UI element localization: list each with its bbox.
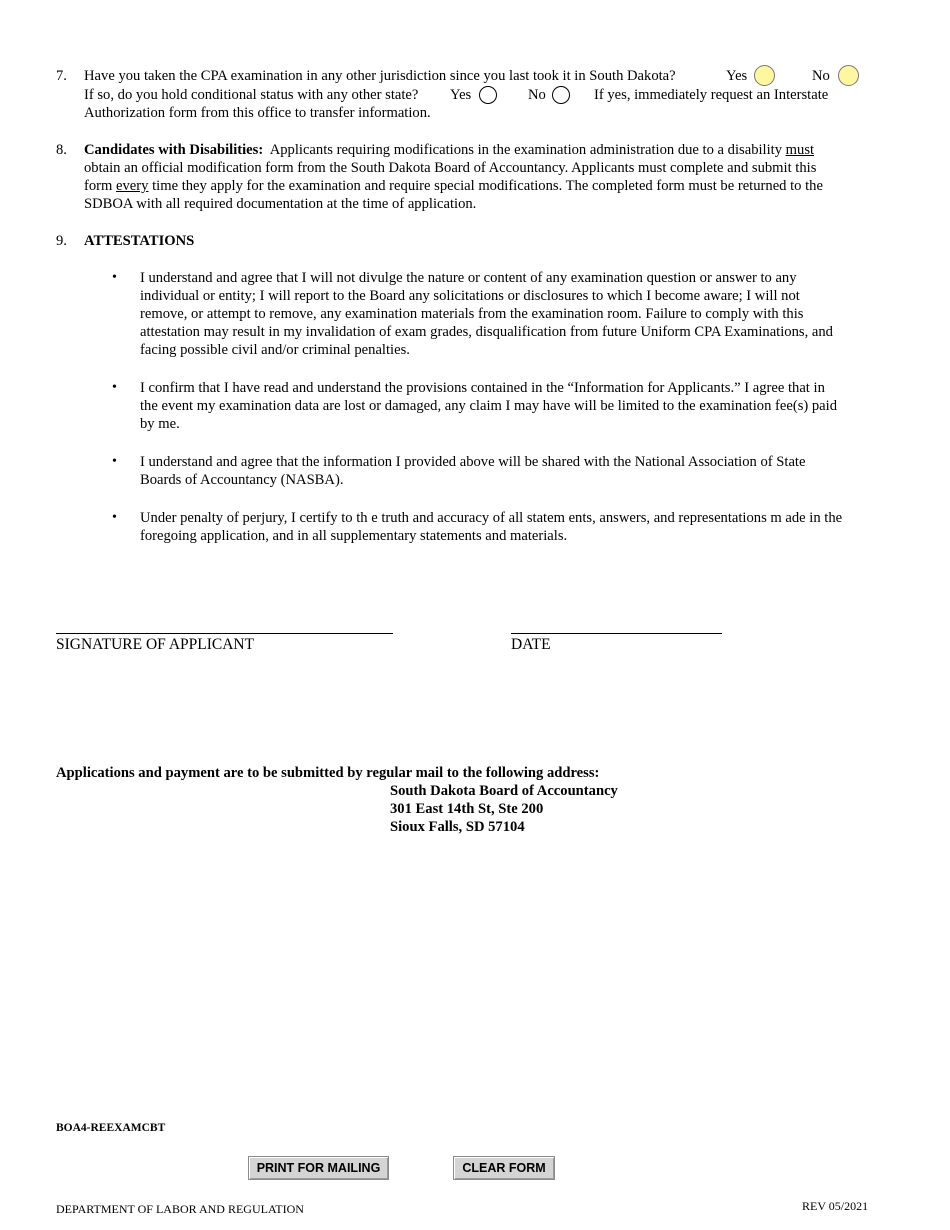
attestation-3-line: I understand and agree that the information I provided above will be shared with the National Association of State	[140, 454, 806, 470]
q7-number: 7.	[56, 68, 67, 84]
bullet-icon: •	[112, 270, 117, 285]
address-line-3: Sioux Falls, SD 57104	[390, 819, 525, 835]
q7-followup-no-radio[interactable]	[552, 86, 570, 104]
q8-line1-underlined: must	[785, 142, 815, 158]
attestation-1-line: facing possible civil and/or criminal penalties.	[140, 342, 410, 358]
bullet-icon: •	[112, 380, 117, 395]
attestation-3	[140, 453, 805, 489]
signature-label: SIGNATURE OF APPLICANT	[56, 636, 255, 653]
revision-label: REV 05/2021	[802, 1199, 869, 1213]
q7-instruction-line2: Authorization form from this office to transfer information.	[84, 105, 431, 121]
attestation-1-line: attestation may result in my invalidation of exam grades, disqualification from future Uniform CPA Examinations, and	[140, 324, 833, 340]
q8-number: 8.	[56, 142, 67, 158]
attestation-4	[140, 509, 842, 545]
q8-line1-text: Applicants requiring modifications in the examination administration due to a disability	[269, 142, 783, 158]
clear-form-button[interactable]: CLEAR FORM	[453, 1156, 555, 1180]
date-line[interactable]	[511, 633, 722, 634]
q7-instruction-line1: If yes, immediately request an Interstate	[594, 87, 829, 103]
q7-question-line	[84, 67, 676, 85]
attestation-1-line: individual or entity; I will report to the Board any solicitations or disclosures to which I become aware; I will not	[140, 288, 800, 304]
bullet-icon: •	[112, 510, 117, 525]
q7-followup-yes-label: Yes	[450, 87, 472, 103]
q7-followup-yes-radio[interactable]	[479, 86, 497, 104]
q7-no-label: No	[812, 68, 830, 84]
address-line-1: South Dakota Board of Accountancy	[390, 783, 618, 799]
q8-line3-prefix: form	[84, 178, 113, 194]
q7-question: Have you taken the CPA examination in any other jurisdiction since you last took it in South Dakota?	[84, 68, 676, 84]
attestation-4-line: Under penalty of perjury, I certify to th e truth and accuracy of all statem ents, answers, and representations m ade in the	[140, 510, 843, 526]
q7-followup: If so, do you hold conditional status with any other state?	[84, 87, 419, 103]
q8-line3	[84, 177, 823, 195]
attestation-1-line: I understand and agree that I will not divulge the nature or content of any examination question or answer to any	[140, 270, 797, 286]
q9-number: 9.	[56, 233, 67, 249]
attestation-4-line: foregoing application, and in all supplementary statements and materials.	[140, 528, 568, 544]
q8-line3-rest: time they apply for the examination and require special modifications. The completed form must be returned to the	[152, 178, 823, 194]
q7-no-radio[interactable]	[838, 65, 859, 86]
print-for-mailing-button[interactable]: PRINT FOR MAILING	[248, 1156, 389, 1180]
q7-yes-radio[interactable]	[754, 65, 775, 86]
department-label: DEPARTMENT OF LABOR AND REGULATION	[56, 1202, 304, 1216]
attestation-3-line: Boards of Accountancy (NASBA).	[140, 472, 344, 488]
bullet-icon: •	[112, 454, 117, 469]
q8-line3-underlined: every	[116, 178, 149, 194]
attestation-2-line: the event my examination data are lost or damaged, any claim I may have will be limited to the examination fee(s) paid	[140, 398, 838, 414]
mailing-instruction: Applications and payment are to be submitted by regular mail to the following address:	[56, 765, 600, 781]
attestation-1-line: remove, or attempt to remove, any examination materials from the examination room. Failure to comply with this	[140, 306, 804, 322]
address-line-2: 301 East 14th St, Ste 200	[390, 801, 544, 817]
attestation-1	[140, 269, 833, 359]
q7-yes-label: Yes	[726, 68, 748, 84]
attestation-2-line: I confirm that I have read and understand the provisions contained in the “Information for Applicants.” I agree that in	[140, 380, 825, 396]
q8-heading: Candidates with Disabilities:	[84, 142, 264, 158]
q8-line4: SDBOA with all required documentation at the time of application.	[84, 196, 477, 212]
q8-line1	[84, 141, 814, 159]
date-label: DATE	[511, 636, 551, 653]
attestation-2	[140, 379, 837, 433]
signature-line[interactable]	[56, 633, 393, 634]
form-code: BOA4-REEXAMCBT	[56, 1122, 166, 1134]
q7-followup-no-label: No	[528, 87, 546, 103]
attestation-2-line: by me.	[140, 416, 180, 432]
q9-heading: ATTESTATIONS	[84, 233, 195, 249]
q8-line2: obtain an official modification form from the South Dakota Board of Accountancy. Applicants must complete and submit this	[84, 160, 817, 176]
